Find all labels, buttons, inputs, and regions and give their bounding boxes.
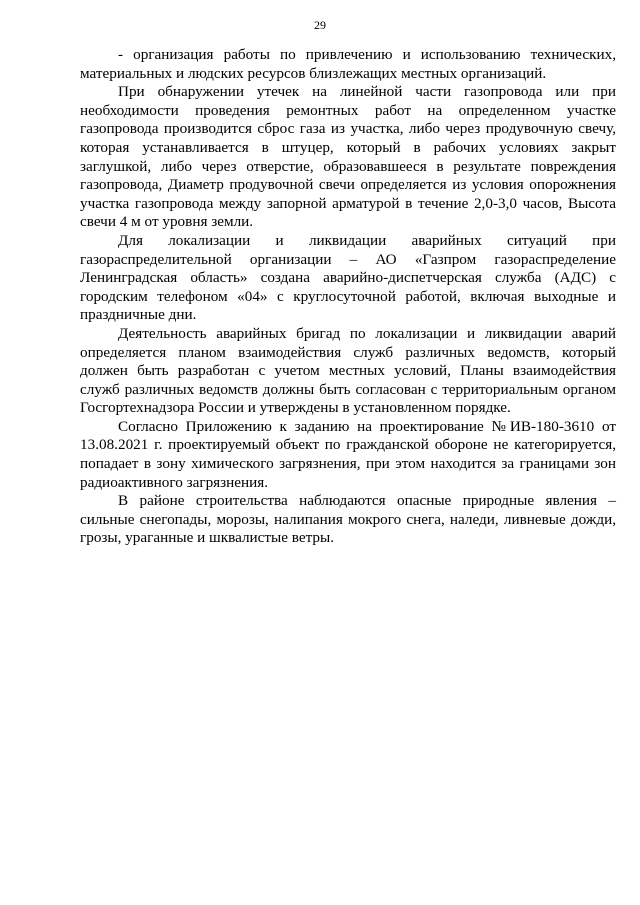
- paragraph-natural-hazards: В районе строительства наблюдаются опасные природные явления – сильные снегопады, морозы, налипания мокрого снега, наледи, ливневые дожди, грозы, ураганные и шквалистые ветры.: [80, 492, 616, 547]
- paragraph-emergency-teams: Деятельность аварийных бригад по локализации и ликвидации аварий определяется планом взаимодействия служб различных ведомств, который должен быть разработан с учетом местных условий, Планы взаимодействия служб различных ведомств должны быть согласован с территориальным органом Госгортехнадзора России и утверждены в установленном порядке.: [80, 324, 616, 417]
- paragraph-resources: - организация работы по привлечению и использованию технических, материальных и людских ресурсов близлежащих местных организаций.: [80, 46, 616, 82]
- paragraph-emergency-service: Для локализации и ликвидации аварийных ситуаций при газораспределительной организации – АО «Газпром газораспределение Ленинградская область» создана аварийно-диспетчерская служба (АДС) с городским телефоном «04» с круглосуточной работой, включая выходные и праздничные дни.: [80, 231, 616, 324]
- paragraph-civil-defense: Согласно Приложению к заданию на проектирование №ИВ-180-3610 от 13.08.2021 г. проектируемый объект по гражданской обороне не категорируется, попадает в зону химического загрязнения, при этом находится за границами зон радиоактивного загрязнения.: [80, 417, 616, 491]
- document-body: [80, 46, 616, 548]
- page-number: 29: [314, 18, 326, 32]
- paragraph-gas-leak: При обнаружении утечек на линейной части газопровода или при необходимости проведения ремонтных работ на определенном участке газопровода производится сброс газа из участка, либо через продувочную свечу, которая устанавливается в штуцер, который в рабочих условиях закрыт заглушкой, либо через отверстие, образовавшееся в результате повреждения газопровода, Диаметр продувочной свечи определяется из условия опорожнения участка газопровода между запорной арматурой в течение 2,0-3,0 часов, Высота свечи 4 м от уровня земли.: [80, 83, 616, 231]
